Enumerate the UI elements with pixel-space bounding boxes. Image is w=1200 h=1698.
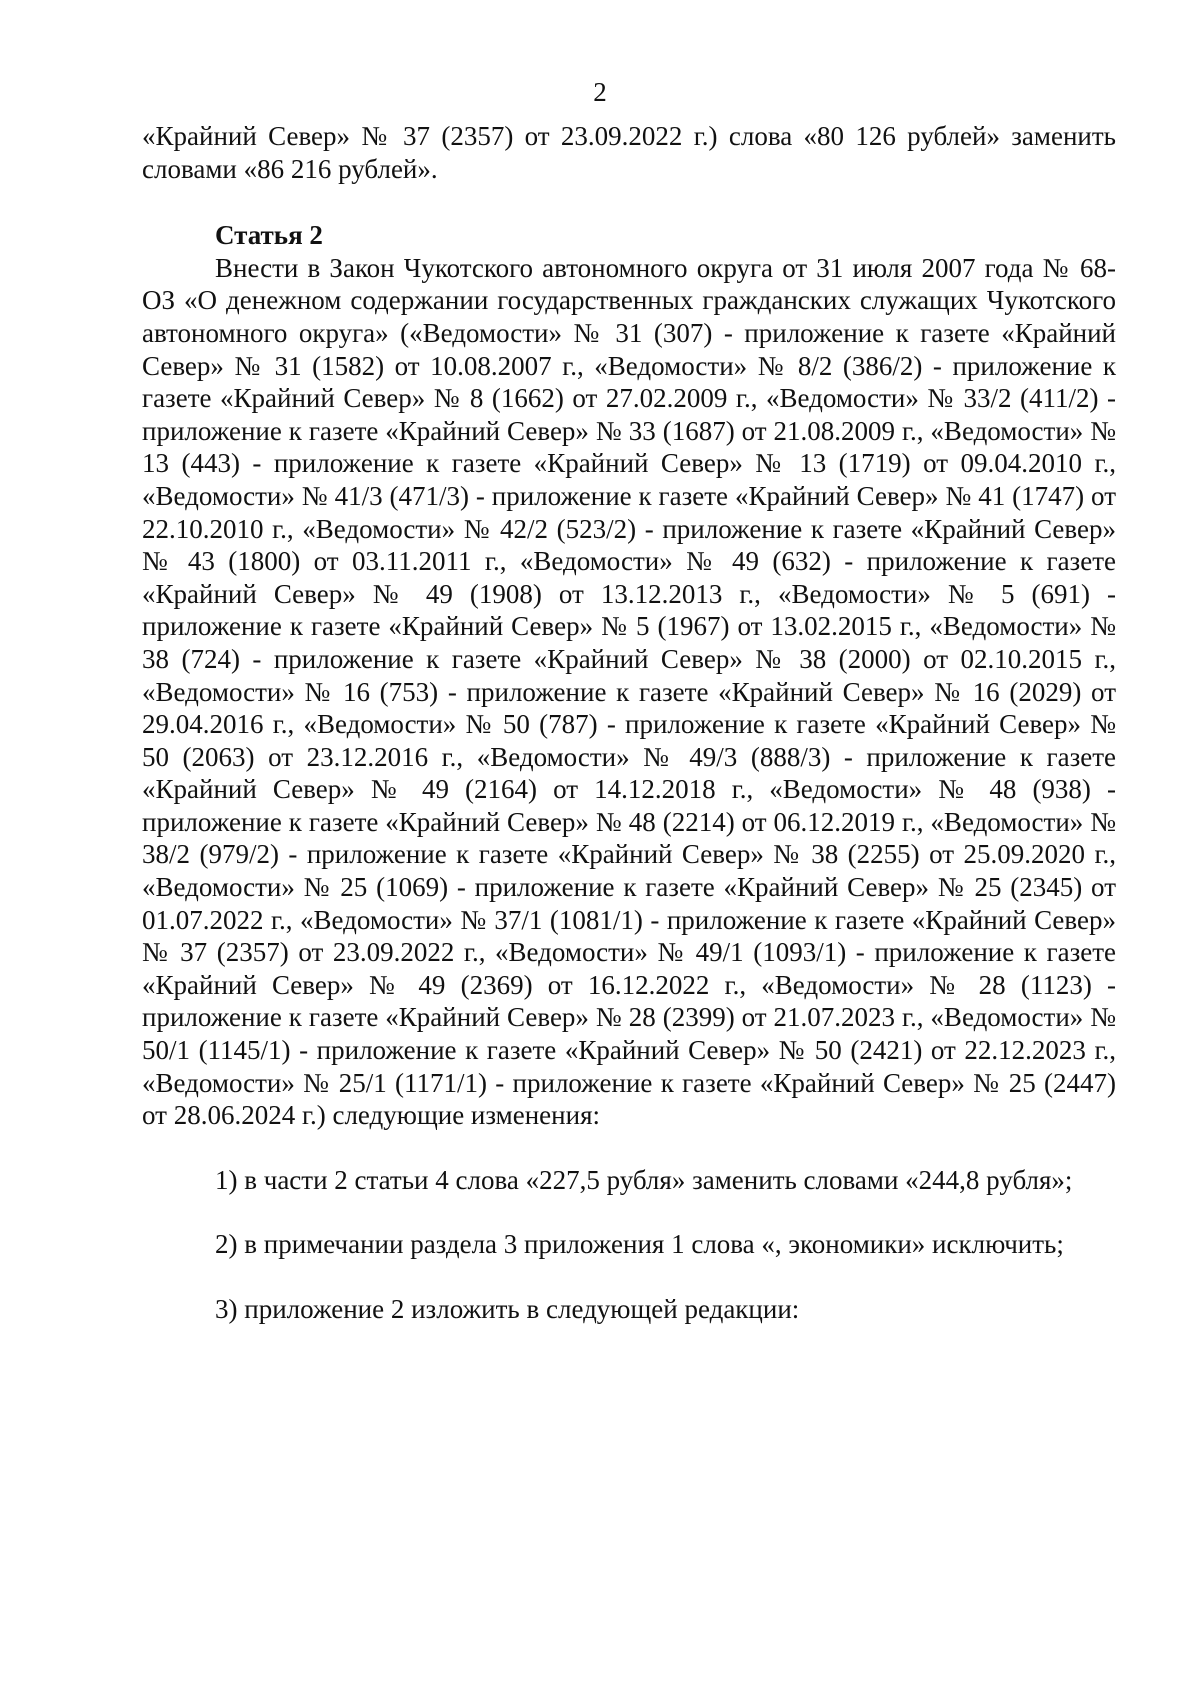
amendment-item-2: 2) в примечании раздела 3 приложения 1 слова «, экономики» исключить; — [215, 1229, 1064, 1260]
article-heading: Статья 2 — [215, 220, 323, 251]
document-body — [142, 120, 1116, 1326]
amendment-item-3: 3) приложение 2 изложить в следующей редакции: — [215, 1294, 800, 1324]
article-intro-paragraph: Внести в Закон Чукотского автономного округа от 31 июля 2007 года № 68-ОЗ «О денежном содержании государственных гражданских служащих Чукотского автономного округа» («Ведомости» № 31 (307) - приложение к газете «Крайний Север» № 31 (1582) от 10.08.2007 г., «Ведомости» № 8/2 (386/2) - приложение к газете «Крайний Север» № 8 (1662) от 27.02.2009 г., «Ведомости» № 33/2 (411/2) - приложение к газете «Крайний Север» № 33 (1687) от 21.08.2009 г., «Ведомости» № 13 (443) - приложение к газете «Крайний Север» № 13 (1719) от 09.04.2010 г., «Ведомости» № 41/3 (471/3) - приложение к газете «Крайний Север» № 41 (1747) от 22.10.2010 г., «Ведомости» № 42/2 (523/2) - приложение к газете «Крайний Север» № 43 (1800) от 03.11.2011 г., «Ведомости» № 49 (632) - приложение к газете «Крайний Север» № 49 (1908) от 13.12.2013 г., «Ведомости» № 5 (691) - приложение к газете «Крайний Север» № 5 (1967) от 13.02.2015 г., «Ведомости» № 38 (724) - приложение к газете «Крайний Север» № 38 (2000) от 02.10.2015 г., «Ведомости» № 16 (753) - приложение к газете «Крайний Север» № 16 (2029) от 29.04.2016 г., «Ведомости» № 50 (787) - приложение к газете «Крайний Север» № 50 (2063) от 23.12.2016 г., «Ведомости» № 49/3 (888/3) - приложение к газете «Крайний Север» № 49 (2164) от 14.12.2018 г., «Ведомости» № 48 (938) - приложение к газете «Крайний Север» № 48 (2214) от 06.12.2019 г., «Ведомости» № 38/2 (979/2) - приложение к газете «Крайний Север» № 38 (2255) от 25.09.2020 г., «Ведомости» № 25 (1069) - приложение к газете «Крайний Север» № 25 (2345) от 01.07.2022 г., «Ведомости» № 37/1 (1081/1) - приложение к газете «Крайний Север» № 37 (2357) от 23.09.2022 г., «Ведомости» № 49/1 (1093/1) - приложение к газете «Крайний Север» № 49 (2369) от 16.12.2022 г., «Ведомости» № 28 (1123) - приложение к газете «Крайний Север» № 28 (2399) от 21.07.2023 г., «Ведомости» № 50/1 (1145/1) - приложение к газете «Крайний Север» № 50 (2421) от 22.12.2023 г., «Ведомости» № 25/1 (1171/1) - приложение к газете «Крайний Север» № 25 (2447) от 28.06.2024 г.) следующие изменения: — [142, 252, 1116, 1131]
amendment-item-1: 1) в части 2 статьи 4 слова «227,5 рубля» заменить словами «244,8 рубля»; — [215, 1164, 1073, 1195]
page-number: 2 — [593, 77, 607, 107]
continuation-paragraph: «Крайний Север» № 37 (2357) от 23.09.2022 г.) слова «80 126 рублей» заменить словами «86 216 рублей». — [142, 121, 1116, 184]
